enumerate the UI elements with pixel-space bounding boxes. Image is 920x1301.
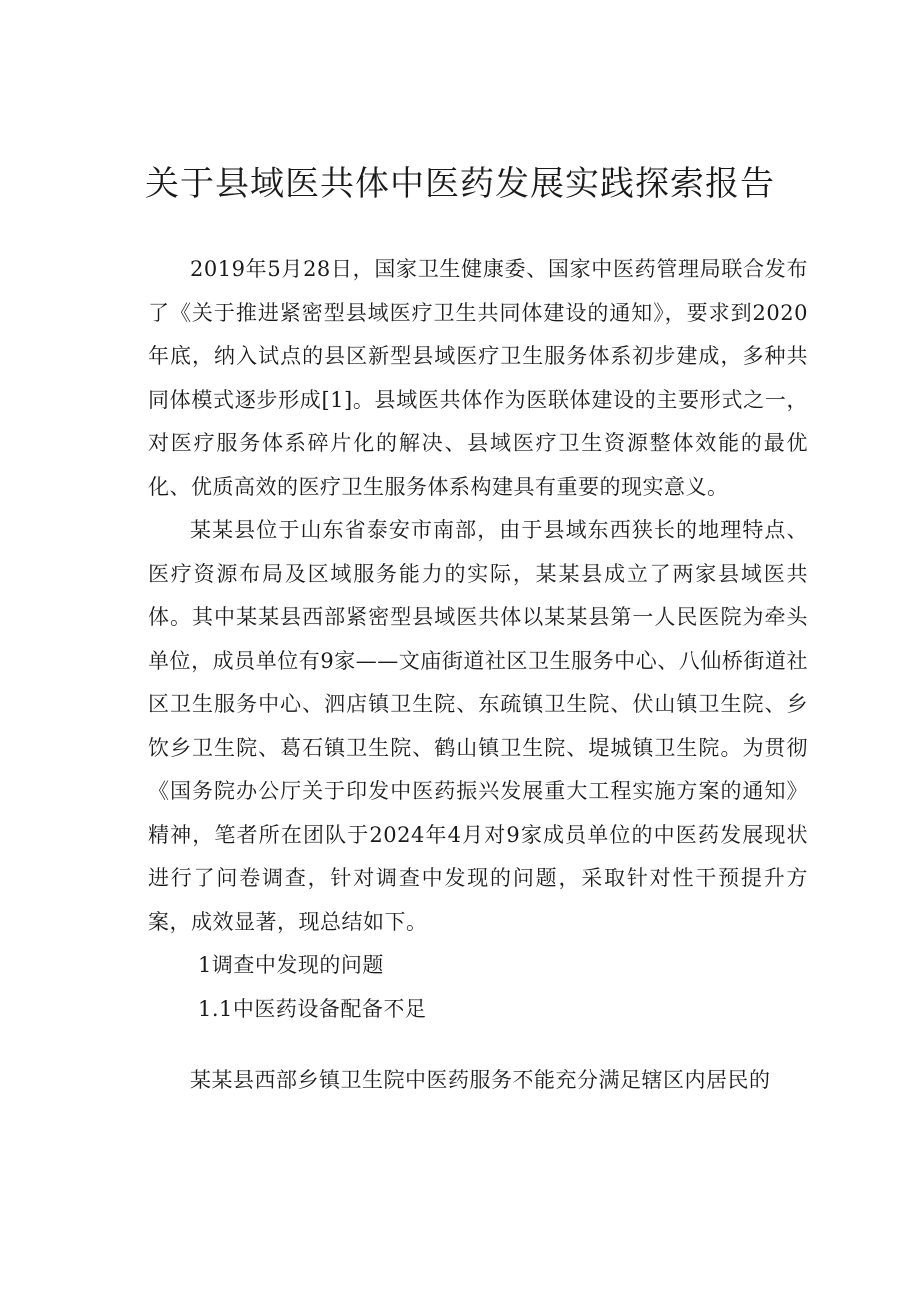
section-heading-1: 1调查中发现的问题 xyxy=(198,953,384,977)
document-body xyxy=(148,248,808,1103)
paragraph-2: 某某县位于山东省泰安市南部，由于县域东西狭长的地理特点、医疗资源布局及区域服务能力的实际，某某县成立了两家县域医共体。其中某某县西部紧密型县域医共体以某某县第一人民医院为牵头单位，成员单位有9家——文庙街道社区卫生服务中心、八仙桥街道社区卫生服务中心、泗店镇卫生院、东疏镇卫生院、伏山镇卫生院、乡饮乡卫生院、葛石镇卫生院、鹤山镇卫生院、堤城镇卫生院。为贯彻《国务院办公厅关于印发中医药振兴发展重大工程实施方案的通知》精神，笔者所在团队于2024年4月对9家成员单位的中医药发展现状进行了问卷调查，针对调查中发现的问题，采取针对性干预提升方案，成效显著，现总结如下。 xyxy=(148,518,808,934)
paragraph-1: 2019年5月28日，国家卫生健康委、国家中医药管理局联合发布了《关于推进紧密型县域医疗卫生共同体建设的通知》，要求到2020年底，纳入试点的县区新型县域医疗卫生服务体系初步建成，多种共同体模式逐步形成[1]。县域医共体作为医联体建设的主要形式之一，对医疗服务体系碎片化的解决、县域医疗卫生资源整体效能的最优化、优质高效的医疗卫生服务体系构建具有重要的现实意义。 xyxy=(148,257,808,499)
document-title: 关于县域医共体中医药发展实践探索报告 xyxy=(145,164,775,204)
section-heading-1-1: 1.1中医药设备配备不足 xyxy=(198,996,427,1021)
paragraph-3: 某某县西部乡镇卫生院中医药服务不能充分满足辖区内居民的 xyxy=(190,1068,771,1092)
